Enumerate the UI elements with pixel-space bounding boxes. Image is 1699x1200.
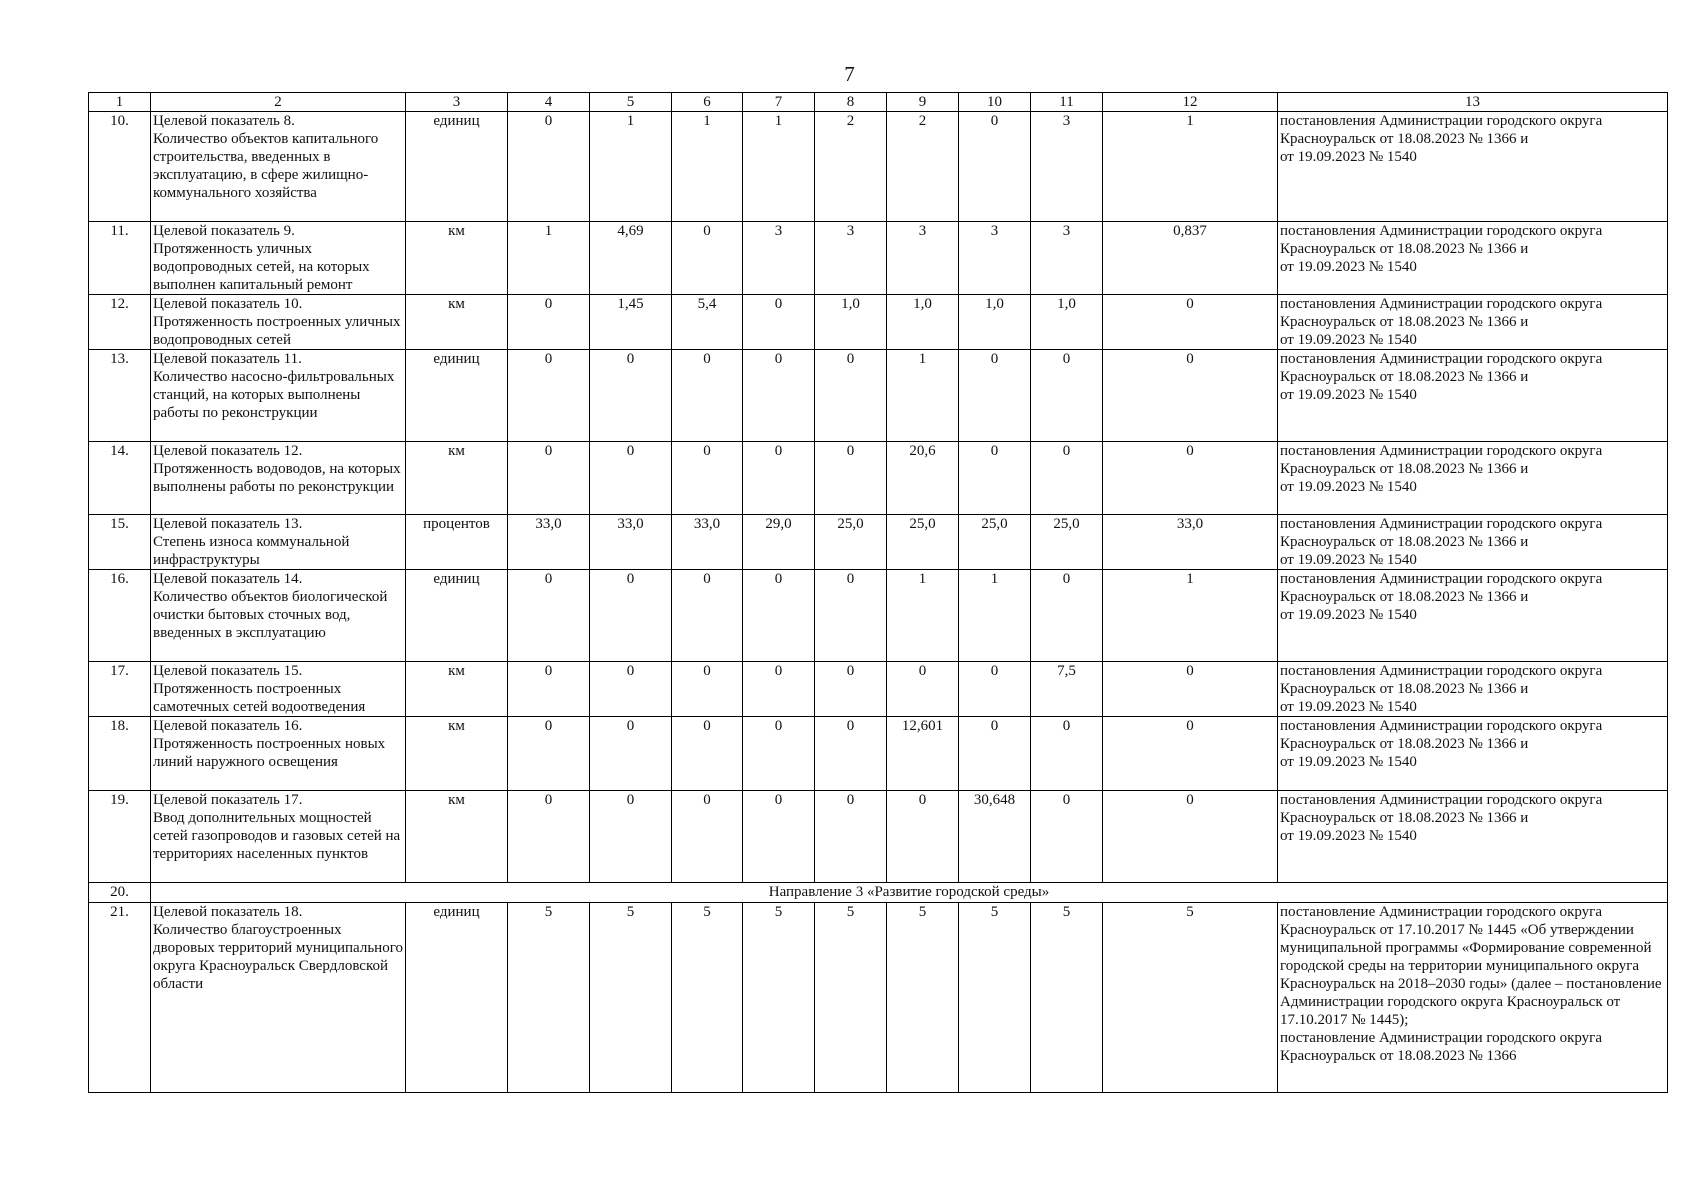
source-document: постановления Администрации городского округа Красноуральск от 18.08.2023 № 1366 и от 19.09.2023 № 1540	[1278, 442, 1668, 515]
value-cell: 1	[508, 222, 590, 295]
value-cell: 0	[815, 717, 887, 791]
indicator-name: Целевой показатель 8. Количество объектов капитального строительства, введенных в эксплуатацию, в сфере жилищно-коммунального хозяйства	[151, 112, 406, 222]
value-cell: 4,69	[590, 222, 672, 295]
header-cell: 11	[1031, 93, 1103, 112]
source-document: постановления Администрации городского округа Красноуральск от 18.08.2023 № 1366 и от 19.09.2023 № 1540	[1278, 222, 1668, 295]
value-cell: 0	[1103, 442, 1278, 515]
value-cell: 0	[815, 791, 887, 883]
unit-cell: км	[406, 662, 508, 717]
value-cell: 0	[815, 662, 887, 717]
value-cell: 25,0	[1031, 515, 1103, 570]
indicator-name: Целевой показатель 18. Количество благоустроенных дворовых территорий муниципального округа Красноуральск Свердловской области	[151, 903, 406, 1093]
value-cell: 3	[1031, 112, 1103, 222]
value-cell: 33,0	[1103, 515, 1278, 570]
value-cell: 0	[590, 442, 672, 515]
value-cell: 0	[672, 442, 743, 515]
value-cell: 2	[815, 112, 887, 222]
value-cell: 30,648	[959, 791, 1031, 883]
value-cell: 5	[887, 903, 959, 1093]
value-cell: 1	[887, 350, 959, 442]
value-cell: 1	[743, 112, 815, 222]
value-cell: 0	[959, 717, 1031, 791]
value-cell: 0	[1031, 791, 1103, 883]
row-number: 21.	[89, 903, 151, 1093]
row-number: 10.	[89, 112, 151, 222]
value-cell: 1,45	[590, 295, 672, 350]
value-cell: 1	[887, 570, 959, 662]
value-cell: 1,0	[887, 295, 959, 350]
value-cell: 0	[959, 662, 1031, 717]
value-cell: 3	[1031, 222, 1103, 295]
value-cell: 7,5	[1031, 662, 1103, 717]
value-cell: 0	[672, 350, 743, 442]
value-cell: 0	[508, 112, 590, 222]
value-cell: 5	[815, 903, 887, 1093]
value-cell: 0	[959, 350, 1031, 442]
source-document: постановления Администрации городского округа Красноуральск от 18.08.2023 № 1366 и от 19.09.2023 № 1540	[1278, 295, 1668, 350]
value-cell: 12,601	[887, 717, 959, 791]
value-cell: 0	[508, 442, 590, 515]
table-row	[89, 903, 1668, 1093]
table-row	[89, 222, 1668, 295]
row-number: 11.	[89, 222, 151, 295]
header-cell: 5	[590, 93, 672, 112]
header-cell: 7	[743, 93, 815, 112]
value-cell: 0	[887, 662, 959, 717]
table-row	[89, 295, 1668, 350]
value-cell: 0	[1031, 350, 1103, 442]
row-number: 20.	[89, 883, 151, 903]
header-cell: 6	[672, 93, 743, 112]
indicator-name: Целевой показатель 10. Протяженность построенных уличных водопроводных сетей	[151, 295, 406, 350]
value-cell: 1	[1103, 112, 1278, 222]
indicators-table	[88, 92, 1668, 1093]
source-document: постановления Администрации городского округа Красноуральск от 18.08.2023 № 1366 и от 19.09.2023 № 1540	[1278, 515, 1668, 570]
source-document: постановления Администрации городского округа Красноуральск от 18.08.2023 № 1366 и от 19.09.2023 № 1540	[1278, 791, 1668, 883]
row-number: 16.	[89, 570, 151, 662]
unit-cell: км	[406, 717, 508, 791]
value-cell: 0	[743, 570, 815, 662]
unit-cell: процентов	[406, 515, 508, 570]
value-cell: 1	[1103, 570, 1278, 662]
header-cell: 8	[815, 93, 887, 112]
source-document: постановления Администрации городского округа Красноуральск от 18.08.2023 № 1366 и от 19.09.2023 № 1540	[1278, 570, 1668, 662]
value-cell: 0	[743, 662, 815, 717]
table-row	[89, 662, 1668, 717]
value-cell: 3	[887, 222, 959, 295]
unit-cell: единиц	[406, 350, 508, 442]
row-number: 12.	[89, 295, 151, 350]
header-cell: 12	[1103, 93, 1278, 112]
value-cell: 0	[672, 222, 743, 295]
source-document: постановления Администрации городского округа Красноуральск от 18.08.2023 № 1366 и от 19.09.2023 № 1540	[1278, 662, 1668, 717]
row-number: 17.	[89, 662, 151, 717]
value-cell: 5,4	[672, 295, 743, 350]
value-cell: 0	[590, 350, 672, 442]
row-number: 18.	[89, 717, 151, 791]
unit-cell: км	[406, 442, 508, 515]
table-row	[89, 442, 1668, 515]
unit-cell: км	[406, 791, 508, 883]
indicator-name: Целевой показатель 9. Протяженность уличных водопроводных сетей, на которых выполнен капитальный ремонт	[151, 222, 406, 295]
value-cell: 0	[887, 791, 959, 883]
value-cell: 1	[672, 112, 743, 222]
value-cell: 0	[1103, 662, 1278, 717]
value-cell: 3	[959, 222, 1031, 295]
value-cell: 0	[1103, 350, 1278, 442]
header-cell: 1	[89, 93, 151, 112]
value-cell: 0	[959, 112, 1031, 222]
header-cell: 9	[887, 93, 959, 112]
header-row	[89, 93, 1668, 112]
unit-cell: единиц	[406, 112, 508, 222]
value-cell: 0	[672, 570, 743, 662]
value-cell: 0	[672, 717, 743, 791]
value-cell: 33,0	[672, 515, 743, 570]
value-cell: 33,0	[590, 515, 672, 570]
indicator-name: Целевой показатель 15. Протяженность построенных самотечных сетей водоотведения	[151, 662, 406, 717]
value-cell: 5	[743, 903, 815, 1093]
indicator-name: Целевой показатель 17. Ввод дополнительных мощностей сетей газопроводов и газовых сетей на территориях населенных пунктов	[151, 791, 406, 883]
header-cell: 13	[1278, 93, 1668, 112]
table-row	[89, 350, 1668, 442]
value-cell: 5	[959, 903, 1031, 1093]
value-cell: 0	[743, 350, 815, 442]
value-cell: 5	[590, 903, 672, 1093]
source-document: постановления Администрации городского округа Красноуральск от 18.08.2023 № 1366 и от 19.09.2023 № 1540	[1278, 717, 1668, 791]
section-row	[89, 883, 1668, 903]
unit-cell: км	[406, 295, 508, 350]
value-cell: 3	[743, 222, 815, 295]
value-cell: 5	[1031, 903, 1103, 1093]
value-cell: 1,0	[815, 295, 887, 350]
value-cell: 0,837	[1103, 222, 1278, 295]
value-cell: 0	[672, 791, 743, 883]
header-cell: 2	[151, 93, 406, 112]
value-cell: 33,0	[508, 515, 590, 570]
table-row	[89, 112, 1668, 222]
value-cell: 2	[887, 112, 959, 222]
value-cell: 1,0	[959, 295, 1031, 350]
section-title: Направление 3 «Развитие городской среды»	[151, 883, 1668, 903]
indicator-name: Целевой показатель 12. Протяженность водоводов, на которых выполнены работы по реконструкции	[151, 442, 406, 515]
row-number: 14.	[89, 442, 151, 515]
row-number: 19.	[89, 791, 151, 883]
value-cell: 0	[815, 570, 887, 662]
value-cell: 0	[1103, 717, 1278, 791]
header-cell: 3	[406, 93, 508, 112]
row-number: 15.	[89, 515, 151, 570]
table-row	[89, 570, 1668, 662]
source-document: постановление Администрации городского округа Красноуральск от 17.10.2017 № 1445 «Об утверждении муниципальной программы «Формирование современной городской среды на территории муниципального округа Красноуральск на 2018–2030 годы» (далее – постановление Администрации городского округа Красноуральск от 17.10.2017 № 1445); постановление Администрации городского округа Красноуральск от 18.08.2023 № 1366	[1278, 903, 1668, 1093]
value-cell: 1	[959, 570, 1031, 662]
value-cell: 0	[508, 717, 590, 791]
value-cell: 5	[508, 903, 590, 1093]
unit-cell: единиц	[406, 570, 508, 662]
value-cell: 0	[959, 442, 1031, 515]
indicator-name: Целевой показатель 16. Протяженность построенных новых линий наружного освещения	[151, 717, 406, 791]
value-cell: 0	[590, 570, 672, 662]
value-cell: 0	[1031, 717, 1103, 791]
value-cell: 0	[508, 570, 590, 662]
table-row	[89, 791, 1668, 883]
value-cell: 29,0	[743, 515, 815, 570]
value-cell: 0	[743, 295, 815, 350]
indicator-rows	[89, 112, 1668, 883]
value-cell: 0	[508, 295, 590, 350]
value-cell: 0	[672, 662, 743, 717]
value-cell: 25,0	[815, 515, 887, 570]
value-cell: 5	[672, 903, 743, 1093]
header-cell: 4	[508, 93, 590, 112]
source-document: постановления Администрации городского округа Красноуральск от 18.08.2023 № 1366 и от 19.09.2023 № 1540	[1278, 112, 1668, 222]
table-row	[89, 717, 1668, 791]
source-document: постановления Администрации городского округа Красноуральск от 18.08.2023 № 1366 и от 19.09.2023 № 1540	[1278, 350, 1668, 442]
row-number: 13.	[89, 350, 151, 442]
unit-cell: единиц	[406, 903, 508, 1093]
indicator-name: Целевой показатель 14. Количество объектов биологической очистки бытовых сточных вод, введенных в эксплуатацию	[151, 570, 406, 662]
value-cell: 1	[590, 112, 672, 222]
value-cell: 0	[815, 442, 887, 515]
indicator-name: Целевой показатель 13. Степень износа коммунальной инфраструктуры	[151, 515, 406, 570]
page-number: 7	[844, 62, 855, 86]
value-cell: 0	[508, 791, 590, 883]
value-cell: 0	[815, 350, 887, 442]
value-cell: 20,6	[887, 442, 959, 515]
indicator-name: Целевой показатель 11. Количество насосно-фильтровальных станций, на которых выполнены работы по реконструкции	[151, 350, 406, 442]
value-cell: 0	[1031, 570, 1103, 662]
value-cell: 5	[1103, 903, 1278, 1093]
value-cell: 0	[590, 791, 672, 883]
value-cell: 0	[508, 662, 590, 717]
value-cell: 3	[815, 222, 887, 295]
table-row	[89, 515, 1668, 570]
value-cell: 0	[590, 717, 672, 791]
value-cell: 0	[590, 662, 672, 717]
value-cell: 0	[743, 791, 815, 883]
value-cell: 0	[1031, 442, 1103, 515]
value-cell: 0	[508, 350, 590, 442]
value-cell: 0	[743, 442, 815, 515]
value-cell: 0	[1103, 791, 1278, 883]
value-cell: 25,0	[887, 515, 959, 570]
unit-cell: км	[406, 222, 508, 295]
header-cell: 10	[959, 93, 1031, 112]
value-cell: 0	[743, 717, 815, 791]
value-cell: 0	[1103, 295, 1278, 350]
value-cell: 25,0	[959, 515, 1031, 570]
value-cell: 1,0	[1031, 295, 1103, 350]
